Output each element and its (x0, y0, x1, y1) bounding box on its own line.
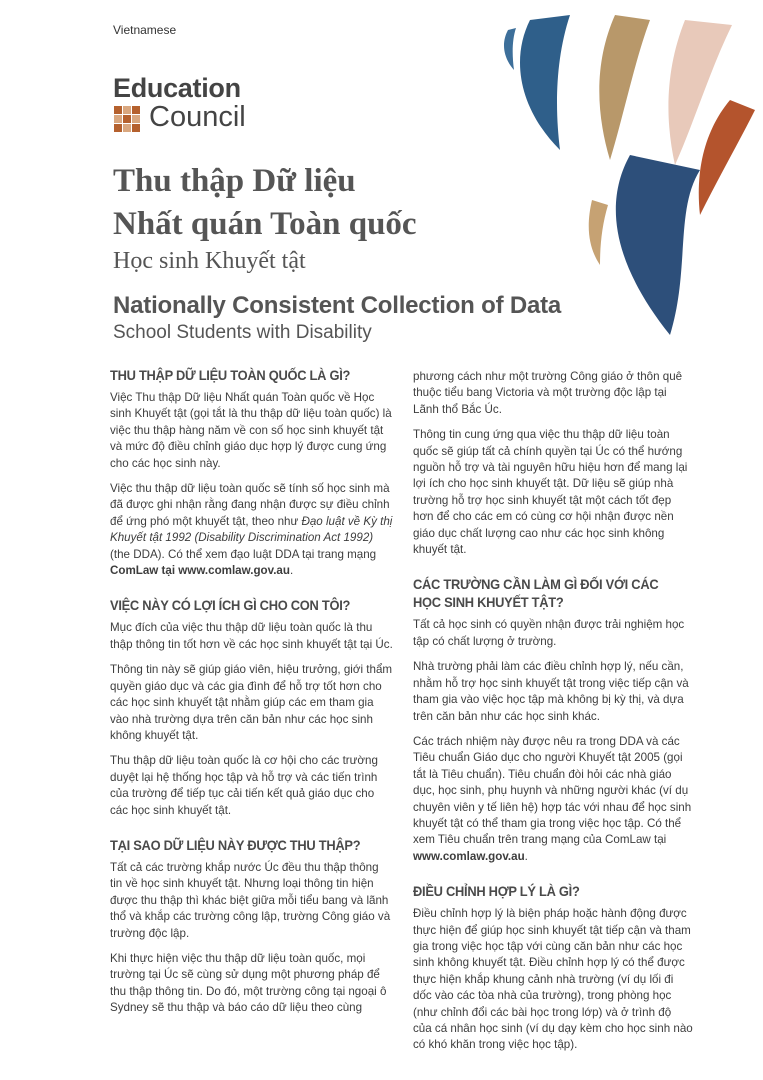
paragraph: phương cách như một trường Công giáo ở thôn quê thuộc tiểu bang Victoria và một trường độc lập tại Lãnh thổ Bắc Úc. (413, 370, 683, 416)
paragraph: Mục đích của việc thu thập dữ liệu toàn quốc là thu thập thông tin tốt hơn về các học sinh khuyết tật tại Úc. (110, 621, 393, 651)
paragraph: Nhà trường phải làm các điều chỉnh hợp lý, nếu cần, nhằm hỗ trợ học sinh khuyết tật trong việc tiếp cận và tham gia vào việc học tập mà không bị kỳ thị, và dựa trên căn bản như các học sinh khác. (413, 660, 689, 723)
vietnamese-title (113, 160, 417, 246)
paragraph: Tất cả học sinh có quyền nhận được trải nghiệm học tập có chất lượng ở trường. (413, 618, 685, 648)
logo-line2: Council (149, 101, 246, 133)
section-heading-why: TẠI SAO DỮ LIỆU NÀY ĐƯỢC THU THẬP? (110, 836, 361, 853)
text: . (524, 849, 528, 863)
comlaw-link[interactable]: www.comlaw.gov.au (413, 849, 525, 863)
vietnamese-subtitle: Học sinh Khuyết tật (113, 248, 306, 274)
section-heading-what: THU THẬP DỮ LIỆU TOÀN QUỐC LÀ GÌ? (110, 367, 351, 383)
paragraph (110, 481, 393, 579)
vietnamese-title-line1: Thu thập Dữ liệu (113, 163, 356, 199)
education-council-logo (113, 74, 313, 134)
paragraph: Điều chỉnh hợp lý là biện pháp hoặc hành động được thực hiện để giúp học sinh khuyết tật tiếp cận và tham gia trong việc học tập với cùng căn bản như các học sinh không khuyết tật. Điều chỉnh hợp lý có thể được thực hiện khắp khung cảnh nhà trường (ví dụ lối đi dốc vào các tòa nhà của trường), trong phòng học (như chỉnh đổi các bài học trong lớp) và ở trình độ của cá nhân học sinh (ví dụ dạy kèm cho học sinh nào có khó khăn trong việc học tập). (413, 907, 693, 1052)
logo-line1: Education (113, 73, 241, 103)
text: Các trách nhiệm này được nêu ra trong DDA và các Tiêu chuẩn Giáo dục cho người Khuyết tật 2005 (gọi tắt là Tiêu chuẩn). Tiêu chuẩn đòi hỏi các nhà giáo dục, học sinh, phụ huynh và những người khác (ví dụ chuyên viên y tế liên hệ) hợp tác với nhau để học sinh khuyết tật có thể tham gia trong việc học tập. Có thể xem Tiêu chuẩn trên trang mạng của ComLaw tại (413, 734, 692, 847)
logo-grid-icon (114, 106, 140, 132)
paragraph: Tất cả các trường khắp nước Úc đều thu thập thông tin về học sinh khuyết tật. Nhưng loại thông tin hiện được thu thập thì khác biệt giữa mỗi tiểu bang và lãnh thổ và khắp các trường công lập, trường Công giáo và trường độc lập. (110, 860, 391, 940)
text: Việc thu thập dữ liệu toàn quốc sẽ tính số học sinh mà đã được ghi nhận rằng đang nhận được sự điều chỉnh để ứng phó một khuyết tật, theo như (110, 482, 390, 528)
section-heading-adjustment: ĐIỀU CHỈNH HỢP LÝ LÀ GÌ? (413, 883, 580, 900)
english-subtitle: School Students with Disability (113, 322, 372, 343)
paragraph: Thu thập dữ liệu toàn quốc là cơ hội cho các trường duyệt lại hệ thống học tập và hỗ trợ và các tiến trình của trường để tiếp tục cải tiến kết quả giáo dục cho các học sinh khuyết tật. (110, 754, 378, 817)
paragraph: Thông tin cung ứng qua việc thu thập dữ liệu toàn quốc sẽ giúp tất cả chính quyền tại Úc có thể hướng nguồn hỗ trợ và tài nguyên hữu hiệu hơn để mang lại lợi ích cho học sinh khuyết tật. Dữ liệu sẽ giúp nhà trường hỗ trợ học sinh khuyết tật một cách tốt đẹp hơn để cho các em có cùng cơ hội nhận được nền giáo dục chất lượng cao như các học sinh không khuyết tật. (413, 428, 688, 557)
section-heading-schools: CÁC TRƯỜNG CẦN LÀM GÌ ĐỐI VỚI CÁC HỌC SINH KHUYẾT TẬT? (413, 576, 659, 611)
left-column (110, 366, 393, 1026)
dda-act-title: Đạo luật về Kỳ thị Khuyết tật 1992 (Disability Discrimination Act 1992) (110, 514, 393, 545)
vietnamese-title-line2: Nhất quán Toàn quốc (113, 206, 417, 242)
section-heading-benefit: VIỆC NÀY CÓ LỢI ÍCH GÌ CHO CON TÔI? (110, 597, 351, 614)
english-title: Nationally Consistent Collection of Data (113, 292, 562, 319)
paragraph (413, 734, 693, 865)
text: (the DDA). Có thể xem đạo luật DDA tại trang mạng (110, 547, 377, 561)
language-label: Vietnamese (113, 23, 177, 37)
comlaw-link[interactable]: ComLaw tại www.comlaw.gov.au (110, 564, 290, 578)
paragraph: Việc Thu thập Dữ liệu Nhất quán Toàn quốc về Học sinh Khuyết tật (gọi tắt là thu thập dữ liệu toàn quốc) là việc thu thập hàng năm về con số học sinh khuyết tật và mức độ điều chỉnh giáo dục hợp lý được cung ứng cho các học sinh này. (110, 391, 392, 470)
paragraph: Khi thực hiện việc thu thập dữ liệu toàn quốc, mọi trường tại Úc sẽ cùng sử dụng một phương pháp để thu thập thông tin. Do đó, một trường công tại ngoại ô Sydney sẽ thu thập và báo cáo dữ liệu theo cùng (110, 951, 387, 1015)
decorative-ribbons (500, 0, 763, 340)
paragraph: Thông tin này sẽ giúp giáo viên, hiệu trưởng, giới thẩm quyền giáo dục và các gia đình để hỗ trợ tốt hơn cho các học sinh khuyết tật nhằm giúp các em tham gia vào nhà trường dựa trên căn bản như các học sinh không khuyết tật. (110, 663, 393, 742)
text: . (289, 564, 294, 578)
right-column (413, 369, 693, 1063)
